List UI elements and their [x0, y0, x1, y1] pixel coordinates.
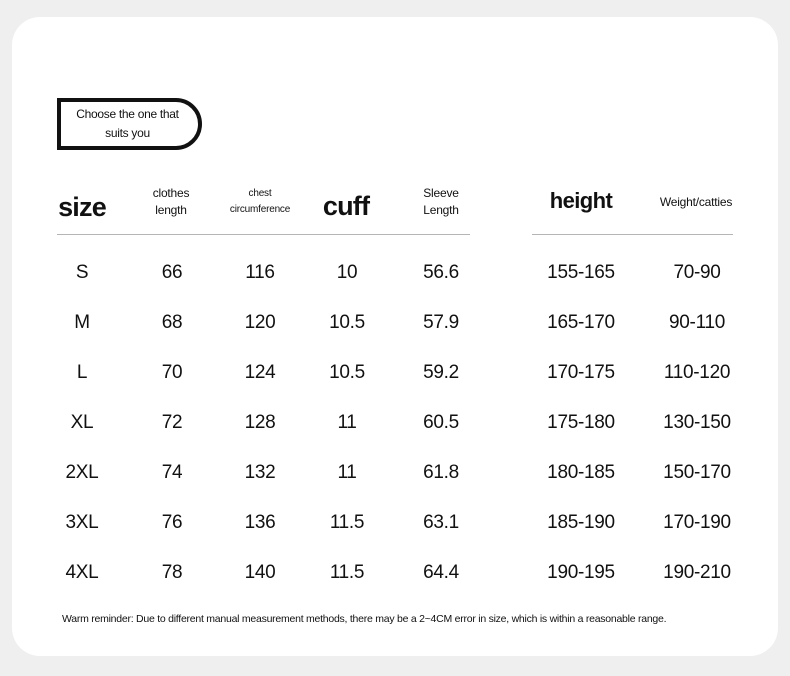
cell-height: 180-185 [547, 462, 615, 483]
cell-cuff: 11.5 [329, 512, 365, 533]
cell-length: 68 [161, 312, 183, 333]
cell-cuff: 10.5 [329, 312, 365, 333]
cell-chest: 116 [245, 262, 275, 283]
header-sleeve-line-1: Sleeve [423, 186, 459, 200]
header-clothes-length-line-2: length [155, 203, 187, 217]
header-chest-circumference [230, 186, 290, 218]
cell-height: 185-190 [547, 512, 615, 533]
cell-sleeve: 60.5 [423, 412, 459, 433]
cell-size: XL [70, 412, 94, 433]
cell-length: 74 [161, 462, 183, 483]
cell-weight: 150-170 [663, 462, 731, 483]
cell-sleeve: 64.4 [423, 562, 459, 583]
cell-weight: 170-190 [663, 512, 731, 533]
cell-sleeve: 61.8 [423, 462, 459, 483]
header-sleeve-line-2: Length [423, 203, 459, 217]
header-size: size [58, 192, 106, 222]
cell-weight: 190-210 [663, 562, 731, 583]
header-clothes-length [153, 185, 190, 219]
cell-cuff: 11 [337, 462, 357, 483]
cell-sleeve: 56.6 [423, 262, 459, 283]
cell-height: 165-170 [547, 312, 615, 333]
cell-height: 170-175 [547, 362, 615, 383]
cell-size: 4XL [65, 562, 99, 583]
choose-badge [57, 98, 202, 150]
cell-height: 175-180 [547, 412, 615, 433]
cell-weight: 110-120 [663, 362, 731, 383]
cell-size: 3XL [65, 512, 99, 533]
header-divider-right [532, 234, 733, 235]
cell-height: 155-165 [547, 262, 615, 283]
header-cuff: cuff [322, 191, 370, 221]
cell-chest: 120 [244, 312, 276, 333]
cell-sleeve: 57.9 [423, 312, 459, 333]
header-sleeve-length [423, 185, 459, 219]
badge-line-2: suits you [105, 126, 150, 140]
cell-length: 78 [161, 562, 183, 583]
cell-length: 72 [161, 412, 183, 433]
cell-size: L [76, 362, 88, 383]
header-chest-line-2: circumference [229, 204, 291, 215]
header-clothes-length-line-1: clothes [152, 186, 190, 200]
warm-reminder-note: Warm reminder: Due to different manual measurement methods, there may be a 2~4CM error in size, which is within a reasonable range. [62, 613, 667, 625]
cell-chest: 128 [244, 412, 276, 433]
cell-sleeve: 59.2 [423, 362, 459, 383]
cell-cuff: 11 [337, 412, 357, 433]
cell-cuff: 10 [336, 262, 358, 283]
header-weight: Weight/catties [659, 195, 733, 209]
cell-size: 2XL [65, 462, 99, 483]
badge-line-1: Choose the one that [76, 107, 179, 121]
cell-size: S [75, 262, 89, 283]
cell-height: 190-195 [547, 562, 615, 583]
cell-sleeve: 63.1 [423, 512, 459, 533]
cell-chest: 136 [244, 512, 276, 533]
header-height: height [549, 188, 613, 213]
cell-length: 66 [161, 262, 183, 283]
header-divider-left [57, 234, 470, 235]
cell-cuff: 11.5 [329, 562, 365, 583]
cell-chest: 132 [244, 462, 276, 483]
header-chest-line-1: chest [248, 188, 272, 199]
cell-chest: 124 [244, 362, 276, 383]
cell-length: 70 [161, 362, 183, 383]
cell-cuff: 10.5 [329, 362, 365, 383]
cell-weight: 130-150 [663, 412, 731, 433]
cell-size: M [74, 312, 90, 333]
cell-weight: 90-110 [669, 312, 725, 333]
cell-chest: 140 [244, 562, 276, 583]
cell-length: 76 [161, 512, 183, 533]
cell-weight: 70-90 [673, 262, 721, 283]
